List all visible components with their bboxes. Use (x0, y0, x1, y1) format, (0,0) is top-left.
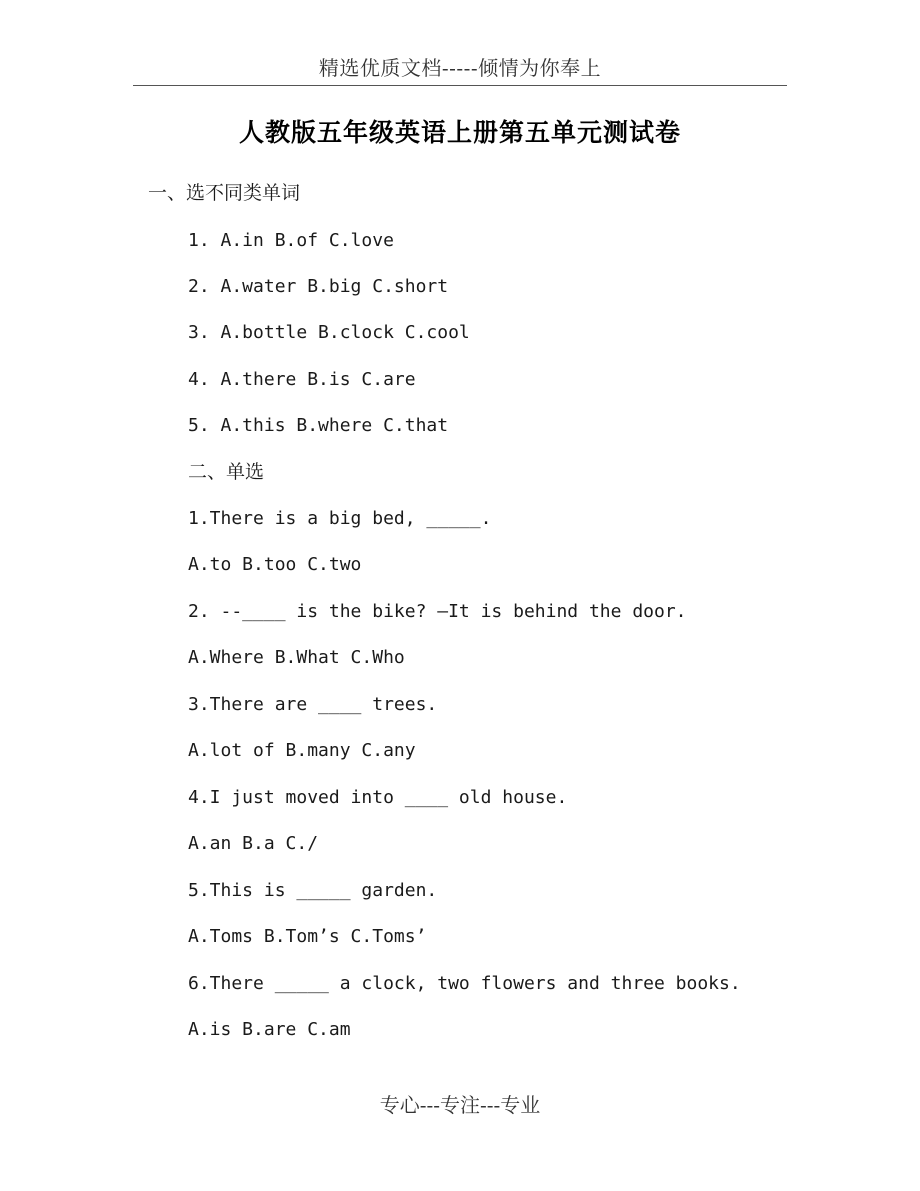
question-3-stem: 3.There are ____ trees. (188, 694, 438, 715)
section-1-item-3: 3. A.bottle B.clock C.cool (188, 322, 470, 343)
question-4-stem: 4.I just moved into ____ old house. (188, 787, 568, 808)
section-1-heading: 一、选不同类单词 (148, 182, 301, 204)
question-6-stem: 6.There _____ a clock, two flowers and three books. (188, 973, 741, 994)
page-header: 精选优质文档-----倾情为你奉上 (318, 56, 602, 80)
document-title: 人教版五年级英语上册第五单元测试卷 (238, 118, 681, 147)
question-6-options: A.is B.are C.am (188, 1019, 351, 1040)
question-2-options: A.Where B.What C.Who (188, 647, 405, 668)
section-1-item-1: 1. A.in B.of C.love (188, 230, 394, 251)
question-5-stem: 5.This is _____ garden. (188, 880, 438, 901)
question-3-options: A.lot of B.many C.any (188, 740, 416, 761)
question-2-stem: 2. --____ is the bike? —It is behind the door. (188, 601, 687, 622)
question-5-options: A.Toms B.Tom’s C.Toms’ (188, 926, 427, 947)
section-1-item-2: 2. A.water B.big C.short (188, 276, 449, 297)
page-footer: 专心---专注---专业 (379, 1093, 541, 1117)
question-4-options: A.an B.a C./ (188, 833, 319, 854)
section-1-item-4: 4. A.there B.is C.are (188, 369, 416, 390)
question-1-stem: 1.There is a big bed, _____. (188, 508, 492, 529)
header-divider (133, 85, 787, 86)
question-1-options: A.to B.too C.two (188, 554, 362, 575)
section-2-heading: 二、单选 (188, 461, 265, 483)
section-1-item-5: 5. A.this B.where C.that (188, 415, 449, 436)
